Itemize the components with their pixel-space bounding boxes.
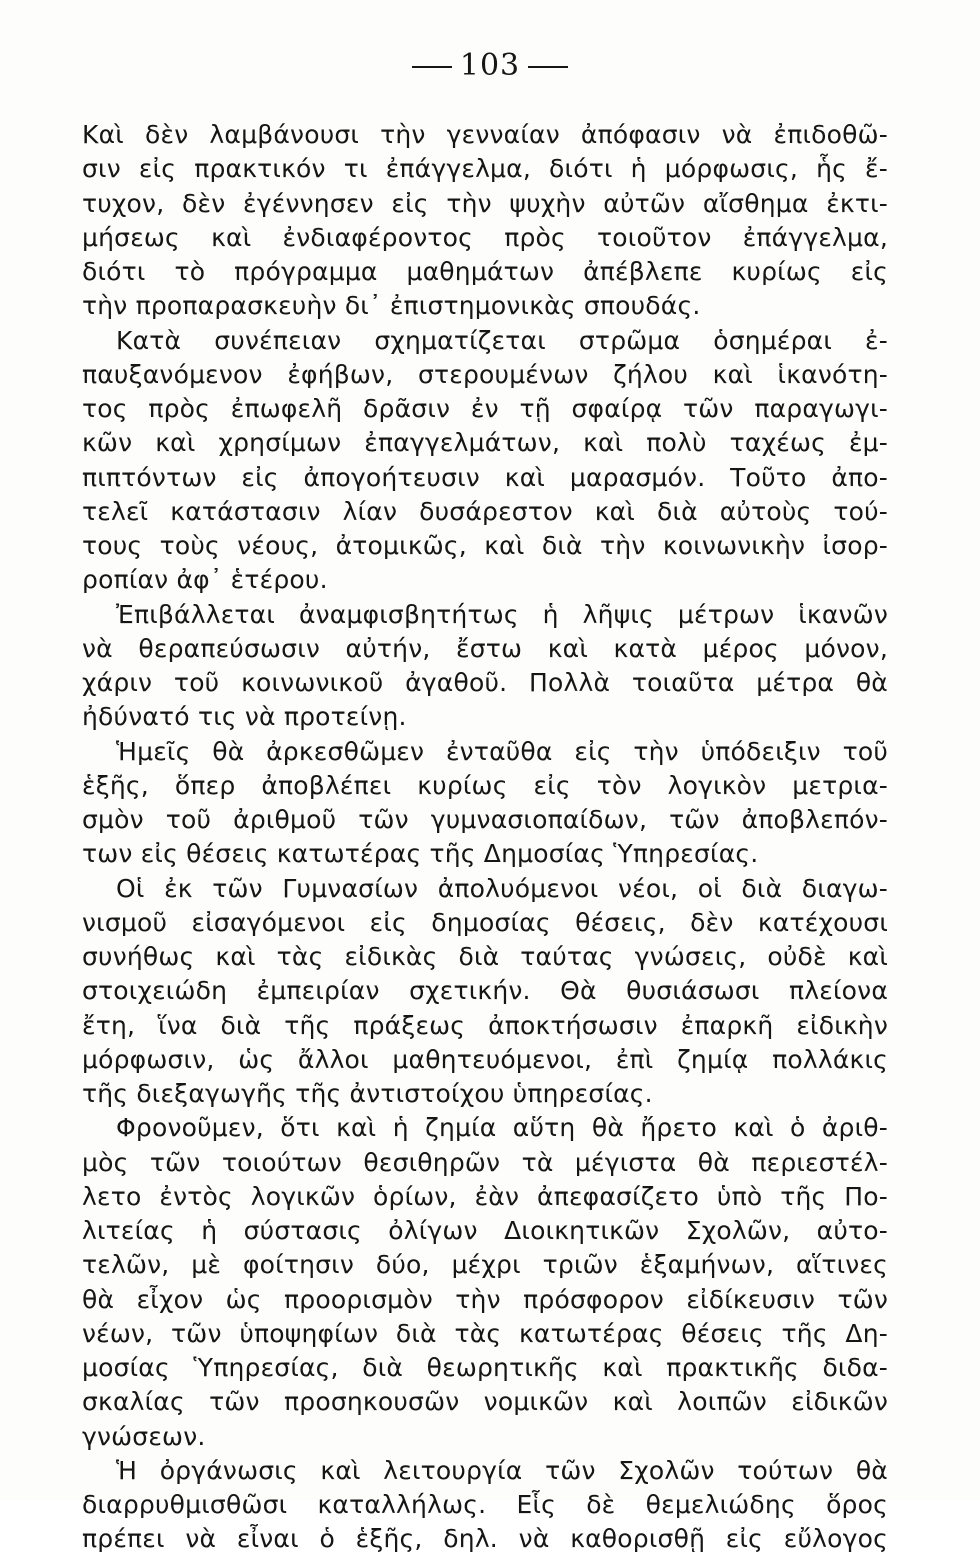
page-number-dash-right — [528, 66, 568, 68]
text-line: θὰ εἶχον ὡς προορισμὸν τὴν πρόσφορον εἰδίκευσιν τῶν — [82, 1284, 888, 1314]
page-number — [0, 48, 980, 83]
text-line: νὰ θεραπεύσωσιν αὐτήν, ἔστω καὶ κατὰ μέρος μόνον, — [82, 633, 888, 663]
text-line: ἔτη, ἵνα διὰ τῆς πράξεως ἀποκτήσωσιν ἐπαρκῆ εἰδικὴν — [82, 1010, 888, 1040]
text-line: Κατὰ συνέπειαν σχηματίζεται στρῶμα ὁσημέραι ἐ- — [116, 325, 888, 355]
text-line: τυχον, δὲν ἐγέννησεν εἰς τὴν ψυχὴν αὐτῶν αἴσθημα ἐκτι- — [82, 188, 888, 218]
text-line: Ἡμεῖς θὰ ἀρκεσθῶμεν ἐνταῦθα εἰς τὴν ὑπόδειξιν τοῦ — [116, 736, 888, 766]
text-line: Φρονοῦμεν, ὅτι καὶ ἡ ζημία αὕτη θὰ ἤρετο καὶ ὁ ἀριθ- — [116, 1113, 888, 1143]
text-line: ἑξῆς, ὅπερ ἀποβλέπει κυρίως εἰς τὸν λογικὸν μετρια- — [82, 770, 888, 800]
text-line: νισμοῦ εἰσαγόμενοι εἰς δημοσίας θέσεις, δὲν κατέχουσι — [82, 907, 888, 937]
text-line: μὸς τῶν τοιούτων θεσιθηρῶν τὰ μέγιστα θὰ περιεστέλ- — [82, 1147, 888, 1177]
text-line: Καὶ δὲν λαμβάνουσι τὴν γενναίαν ἀπόφασιν νὰ ἐπιδοθῶ- — [82, 120, 888, 149]
text-line: Ἡ ὀργάνωσις καὶ λειτουργία τῶν Σχολῶν τούτων θὰ — [116, 1455, 888, 1485]
text-line: μοσίας Ὑπηρεσίας, διὰ θεωρητικῆς καὶ πρακτικῆς διδα- — [82, 1353, 888, 1382]
text-line: παυξανόμενον ἐφήβων, στερουμένων ζήλου καὶ ἱκανότη- — [82, 359, 888, 389]
text-line: Ἐπιβάλλεται ἀναμφισβητήτως ἡ λῆψις μέτρων ἱκανῶν — [116, 599, 888, 629]
text-line: διαρρυθμισθῶσι καταλλήλως. Εἷς δὲ θεμελιώδης ὅρος — [82, 1490, 888, 1519]
text-line: λετο ἐντὸς λογικῶν ὁρίων, ἐὰν ἀπεφασίζετο ὑπὸ τῆς Πο- — [82, 1181, 888, 1211]
text-line: τελῶν, μὲ φοίτησιν δύο, μέχρι τριῶν ἑξαμήνων, αἵτινες — [82, 1250, 888, 1280]
page-number-dash-left — [412, 66, 452, 68]
text-line: τος πρὸς ἐπωφελῆ δρᾶσιν ἐν τῇ σφαίρᾳ τῶν παραγωγι- — [82, 394, 888, 423]
text-line: τους τοὺς νέους, ἀτομικῶς, καὶ διὰ τὴν κοινωνικὴν ἰσορ- — [82, 531, 888, 560]
text-line: των εἰς θέσεις κατωτέρας τῆς Δημοσίας Ὑπηρεσίας. — [82, 839, 759, 869]
text-line: διότι τὸ πρόγραμμα μαθημάτων ἀπέβλεπε κυρίως εἰς — [82, 257, 888, 286]
text-line: πιπτόντων εἰς ἀπογοήτευσιν καὶ μαρασμόν. Τοῦτο ἀπο- — [82, 462, 888, 492]
text-line: σκαλίας τῶν προσηκουσῶν νομικῶν καὶ λοιπῶν εἰδικῶν — [82, 1387, 888, 1417]
text-line: μήσεως καὶ ἐνδιαφέροντος πρὸς τοιοῦτον ἐπάγγελμα, — [82, 222, 888, 252]
text-line: σμὸν τοῦ ἀριθμοῦ τῶν γυμνασιοπαίδων, τῶν ἀποβλεπόν- — [82, 805, 888, 834]
page-number-text: 103 — [459, 48, 521, 83]
text-line: γνώσεων. — [82, 1421, 206, 1451]
text-line: τῆς διεξαγωγῆς τῆς ἀντιστοίχου ὑπηρεσίας. — [82, 1079, 653, 1108]
text-line: τὴν προπαρασκευὴν δι᾽ ἐπιστημονικὰς σπουδάς. — [82, 291, 701, 321]
body-text — [82, 118, 888, 1557]
text-line: νέων, τῶν ὑποψηφίων διὰ τὰς κατωτέρας θέσεις τῆς Δη- — [82, 1318, 888, 1348]
text-line: πρέπει νὰ εἶναι ὁ ἑξῆς, δηλ. νὰ καθορισθῇ εἰς εὔλογος — [82, 1524, 888, 1554]
text-line: Οἱ ἐκ τῶν Γυμνασίων ἀπολυόμενοι νέοι, οἱ διὰ διαγω- — [116, 873, 888, 903]
text-line: λιτείας ἡ σύστασις ὀλίγων Διοικητικῶν Σχολῶν, αὐτο- — [82, 1216, 888, 1245]
text-line: χάριν τοῦ κοινωνικοῦ ἀγαθοῦ. Πολλὰ τοιαῦτα μέτρα θὰ — [82, 668, 888, 697]
text-line: σιν εἰς πρακτικόν τι ἐπάγγελμα, διότι ἡ μόρφωσις, ἧς ἔ- — [82, 154, 888, 184]
text-line: συνήθως καὶ τὰς εἰδικὰς διὰ ταύτας γνώσεις, οὐδὲ καὶ — [82, 942, 888, 971]
text-line: τελεῖ κατάστασιν λίαν δυσάρεστον καὶ διὰ αὐτοὺς τού- — [82, 496, 888, 526]
text-line: κῶν καὶ χρησίμων ἐπαγγελμάτων, καὶ πολὺ ταχέως ἐμ- — [82, 428, 888, 458]
text-line: μόρφωσιν, ὡς ἄλλοι μαθητευόμενοι, ἐπὶ ζημίᾳ πολλάκις — [82, 1044, 888, 1074]
text-line: ἠδύνατό τις νὰ προτείνῃ. — [82, 702, 407, 732]
text-line: στοιχειώδη ἐμπειρίαν σχετικήν. Θὰ θυσιάσωσι πλείονα — [82, 976, 888, 1006]
text-line: ροπίαν ἀφ᾽ ἑτέρου. — [82, 565, 328, 595]
